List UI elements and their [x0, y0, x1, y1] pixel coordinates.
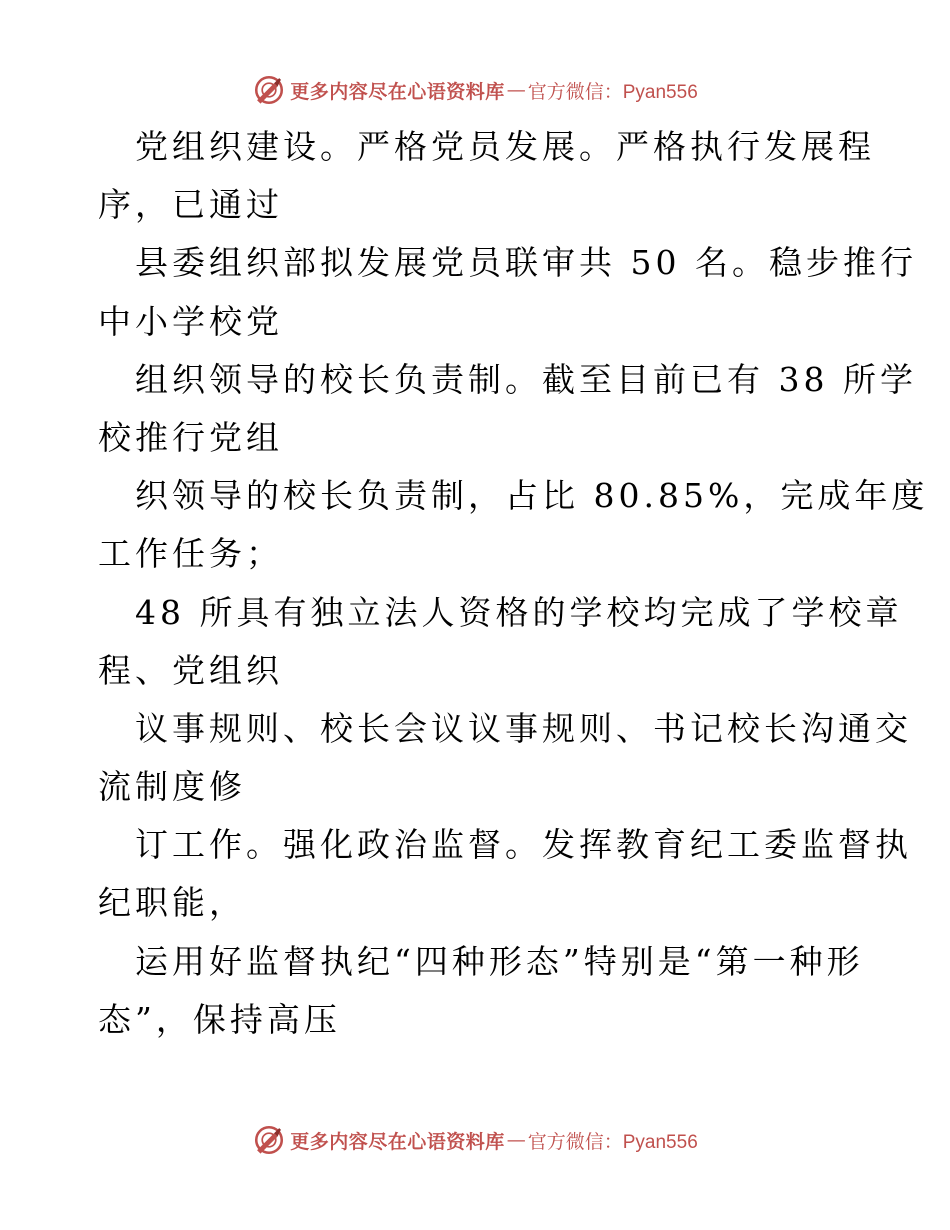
text-line: 党组织建设。严格党员发展。严格执行发展程 [135, 127, 875, 166]
text-line: 48 所具有独立法人资格的学校均完成了学校章 [135, 592, 903, 632]
banner-dash: — [506, 79, 526, 101]
banner-dash: — [506, 1129, 526, 1151]
text-line: 校推行党组 [98, 417, 283, 457]
text-line: 纪职能， [98, 883, 246, 923]
logo-icon [252, 73, 286, 107]
banner-contact: 官方微信：Pyan556 [527, 1131, 698, 1153]
text-line: 县委组织部拟发展党员联审共 50 名。稳步推行 [135, 243, 917, 283]
banner-title: 更多内容尽在心语资料库 [290, 80, 505, 103]
text-line: 议事规则、校长会议议事规则、书记校长沟通交 [135, 708, 912, 748]
banner-title: 更多内容尽在心语资料库 [290, 1130, 505, 1153]
banner-contact: 官方微信：Pyan556 [527, 81, 698, 103]
text-line: 织领导的校长负责制，占比 80.85%，完成年度 [135, 476, 929, 516]
text-line: 组织领导的校长负责制。截至目前已有 38 所学 [135, 359, 917, 399]
text-line: 态”，保持高压 [98, 999, 341, 1039]
text-line: 序，已通过 [98, 185, 283, 225]
text-line: 中小学校党 [98, 301, 283, 341]
header-banner [0, 70, 950, 110]
text-line: 程、党组织 [98, 650, 283, 690]
document-body [98, 118, 929, 1049]
text-line: 运用好监督执纪“四种形态”特别是“第一种形 [135, 941, 864, 981]
logo-icon [252, 1123, 286, 1157]
text-line: 订工作。强化政治监督。发挥教育纪工委监督执 [135, 825, 912, 865]
text-line: 流制度修 [98, 767, 246, 807]
text-line: 工作任务； [98, 534, 283, 574]
footer-banner [0, 1120, 950, 1160]
